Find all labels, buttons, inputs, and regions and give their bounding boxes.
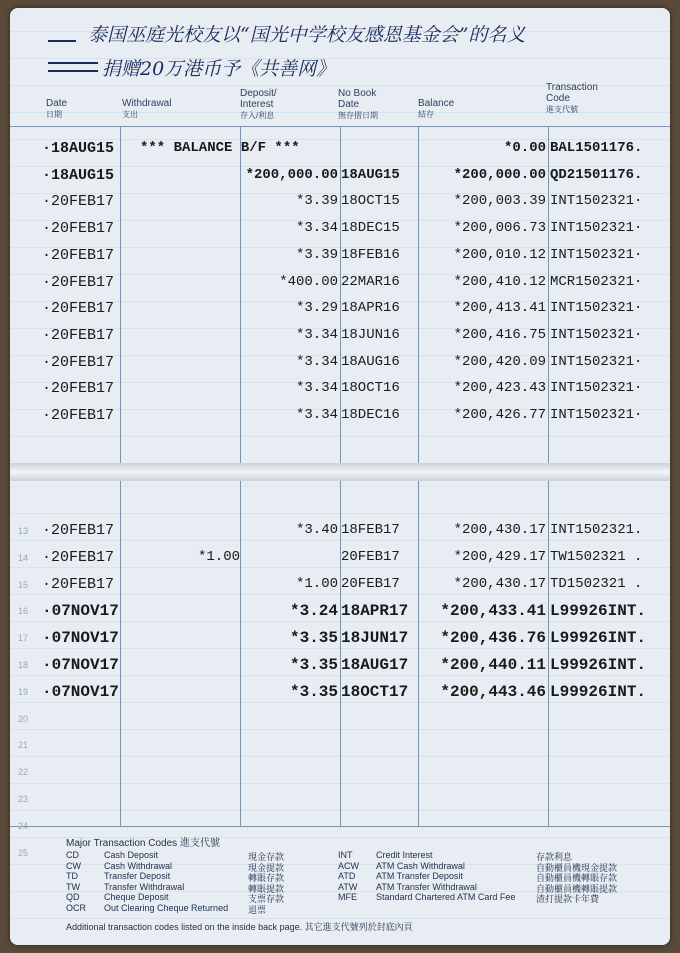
line-number: 23 [18,794,29,804]
cell-transaction-code: MCR1502321· [550,273,643,290]
cell-balance: *200,006.73 [453,220,546,237]
cell-date: ·20FEB17 [42,326,115,344]
codes-title: Major Transaction Codes 進支代號 [66,838,220,849]
table-row [10,323,670,349]
code-desc-zh: 自動櫃員機轉賬存款 [536,873,618,883]
line-number: 18 [18,660,29,670]
cell-balance: *200,413.41 [453,300,546,317]
codes-note: Additional transaction codes listed on the inside back page. 其它進支代號列於封底內頁 [66,922,413,932]
cell-nobook-date: 22MAR16 [341,273,400,290]
cell-deposit: *3.35 [289,629,338,648]
line-number: 24 [18,820,29,831]
code-desc-zh: 自動櫃員機現金提款 [536,862,618,873]
header-date: Date 日期 [46,98,68,119]
code-desc: Standard Chartered ATM Card Fee [376,892,516,902]
table-row [10,243,670,269]
cell-date: ·18AUG15 [42,166,115,184]
code-desc: Transfer Deposit [104,871,171,881]
cell-date: ·07NOV17 [42,602,119,621]
passbook-page-top [10,8,670,463]
table-row [10,270,670,296]
cell-date: ·20FEB17 [42,300,115,318]
passbook [10,8,670,945]
cell-transaction-code: INT1502321· [550,380,643,397]
cell-transaction-code: BAL1501176. [550,140,643,156]
cell-nobook-date: 18AUG16 [341,353,400,370]
cell-transaction-code: L99926INT. [550,656,647,674]
cell-transaction-code: INT1502321· [550,407,643,423]
code-desc-zh: 渣打提款卡年費 [536,894,600,904]
cell-date: ·07NOV17 [42,629,119,648]
cell-deposit: *200,000.00 [245,166,338,183]
cell-transaction-code: INT1502321· [550,326,643,343]
cell-nobook-date: 18APR16 [341,300,400,317]
handwritten-note-line2: 捐赠20万港币予《共善网》 [102,58,336,80]
cell-nobook-date: 18JUN17 [341,629,409,648]
cell-nobook-date: 18APR17 [341,602,409,621]
table-row [10,545,670,571]
cell-date: ·20FEB17 [42,246,115,264]
cell-balance: *200,420.09 [453,353,546,370]
cell-transaction-code: L99926INT. [550,602,647,621]
cell-balance: *0.00 [503,140,546,156]
cell-deposit: *3.34 [295,353,338,370]
code-desc-zh: 現金提款 [248,862,285,873]
cell-transaction-code: INT1502321· [550,300,643,317]
cell-balance: *200,000.00 [453,166,546,183]
code-abbr: ACW [338,860,359,871]
cell-date: ·18AUG15 [42,140,115,157]
cell-balance: *200,426.77 [453,407,546,423]
cell-date: ·20FEB17 [42,380,115,398]
cell-balance: *200,416.75 [453,326,546,343]
handwritten-dash [48,62,98,64]
header-balance: Balance 結存 [418,98,455,119]
cell-nobook-date: 18FEB16 [341,246,400,263]
cell-date: ·07NOV17 [42,682,119,701]
cell-transaction-code: L99926INT. [550,682,647,701]
code-desc: ATM Cash Withdrawal [376,860,465,871]
cell-balance: *200,010.12 [453,246,546,263]
cell-balance: *200,429.17 [453,548,546,565]
handwritten-dash [48,70,98,72]
cell-date: ·20FEB17 [42,575,115,593]
table-row [10,598,670,624]
cell-nobook-date: 18OCT17 [341,682,409,701]
cell-nobook-date: 18OCT15 [341,193,400,210]
cell-nobook-date: 18JUN16 [341,326,400,343]
code-desc-zh: 轉賬存款 [248,873,285,883]
code-abbr: CW [66,860,81,871]
table-row [10,679,670,705]
code-desc-zh: 支票存款 [248,894,285,904]
cell-transaction-code: TD1502321 . [550,575,643,592]
code-desc: Cash Deposit [104,850,159,860]
page-fold [10,463,670,481]
table-row [10,350,670,376]
header-deposit: Deposit/ Interest 存入/利息 [240,88,277,120]
cell-nobook-date: 18DEC15 [341,220,400,237]
table-row [10,216,670,242]
table-row [10,572,670,598]
cell-deposit: *3.35 [289,656,338,674]
codes-rule [10,826,670,827]
table-row [10,189,670,215]
cell-balance: *200,430.17 [453,575,546,592]
cell-deposit: *3.34 [295,407,338,423]
cell-deposit: *3.39 [295,193,338,210]
cell-nobook-date: 20FEB17 [341,548,400,565]
cell-deposit: *400.00 [279,273,338,290]
table-row [10,376,670,402]
cell-transaction-code: INT1502321· [550,353,643,370]
cell-date: ·20FEB17 [42,193,115,211]
line-number: 14 [18,552,29,563]
code-desc: Out Clearing Cheque Returned [104,902,229,913]
line-number: 17 [18,633,29,644]
line-number: 22 [18,767,29,778]
cell-transaction-code: INT1502321· [550,193,643,210]
code-desc: Transfer Withdrawal [104,881,185,892]
cell-nobook-date: 20FEB17 [341,575,400,592]
code-desc-zh: 轉賬提款 [248,883,285,894]
cell-balance: *200,440.11 [440,656,546,674]
code-abbr: CD [66,850,79,860]
table-row [10,403,670,429]
cell-date: ·20FEB17 [42,220,115,238]
table-row [10,652,670,678]
code-desc: Cash Withdrawal [104,860,173,871]
code-desc: Cheque Deposit [104,892,169,902]
cell-deposit: *3.40 [295,522,338,538]
cell-transaction-code: L99926INT. [550,629,647,648]
code-desc-zh: 存款利息 [536,852,573,862]
handwritten-dash [48,40,76,42]
cell-deposit: *3.24 [289,602,338,621]
handwritten-note-line1: 泰国巫庭光校友以“国光中学校友感恩基金会”的名义 [88,24,526,46]
cell-balance-bf: *** BALANCE B/F *** [140,140,300,156]
table-row [10,518,670,544]
cell-deposit: *3.29 [295,300,338,317]
cell-nobook-date: 18FEB17 [341,522,400,538]
cell-balance: *200,436.76 [440,629,546,648]
cell-date: ·07NOV17 [42,656,119,674]
cell-balance: *200,433.41 [440,602,546,621]
code-abbr: INT [338,850,353,860]
code-abbr: TW [66,881,80,892]
code-desc-zh: 退票 [248,904,267,915]
cell-date: ·20FEB17 [42,273,115,291]
cell-date: ·20FEB17 [42,522,115,539]
code-desc-zh: 現金存款 [248,852,285,862]
header-transaction-code: Transaction Code 進支代號 [546,82,598,114]
line-number: 19 [18,686,29,697]
code-desc-zh: 自動櫃員機轉賬提款 [536,883,618,894]
cell-transaction-code: INT1502321· [550,246,643,263]
line-number: 25 [18,847,29,858]
header-withdrawal: Withdrawal 支出 [122,98,172,119]
cell-nobook-date: 18DEC16 [341,407,400,423]
cell-balance: *200,423.43 [453,380,546,397]
cell-deposit: *3.34 [295,380,338,397]
cell-balance: *200,003.39 [453,193,546,210]
cell-balance: *200,443.46 [440,682,546,701]
line-number: 20 [18,713,29,724]
cell-transaction-code: INT1502321· [550,220,643,237]
line-number: 21 [18,740,29,751]
cell-nobook-date: 18AUG15 [341,166,400,183]
cell-deposit: *3.34 [295,326,338,343]
code-desc: Credit Interest [376,850,433,860]
code-desc: ATM Transfer Deposit [376,871,463,881]
cell-withdrawal: *1.00 [197,548,240,565]
cell-deposit: *3.35 [289,682,338,701]
table-row [10,163,670,189]
code-abbr: OCR [66,902,86,913]
cell-transaction-code: INT1502321. [550,522,643,538]
cell-nobook-date: 18AUG17 [341,656,409,674]
cell-transaction-code: TW1502321 . [550,548,643,565]
code-abbr: ATD [338,871,356,881]
cell-date: ·20FEB17 [42,548,115,566]
line-number: 13 [18,526,29,536]
cell-balance: *200,430.17 [453,522,546,538]
cell-nobook-date: 18OCT16 [341,380,400,397]
cell-balance: *200,410.12 [453,273,546,290]
code-desc: ATM Transfer Withdrawal [376,881,477,892]
cell-transaction-code: QD21501176. [550,166,643,183]
cell-date: ·20FEB17 [42,353,115,371]
table-row [10,136,670,162]
cell-deposit: *3.39 [295,246,338,263]
table-row [10,296,670,322]
table-row [10,625,670,651]
cell-deposit: *3.34 [295,220,338,237]
code-abbr: ATW [338,881,358,892]
line-number: 16 [18,606,29,617]
code-abbr: TD [66,871,78,881]
code-abbr: MFE [338,892,357,902]
code-abbr: QD [66,892,80,902]
cell-date: ·20FEB17 [42,407,115,424]
header-nobook-date: No Book Date 無存摺日期 [338,88,378,120]
line-number: 15 [18,579,29,590]
cell-deposit: *1.00 [295,575,338,592]
